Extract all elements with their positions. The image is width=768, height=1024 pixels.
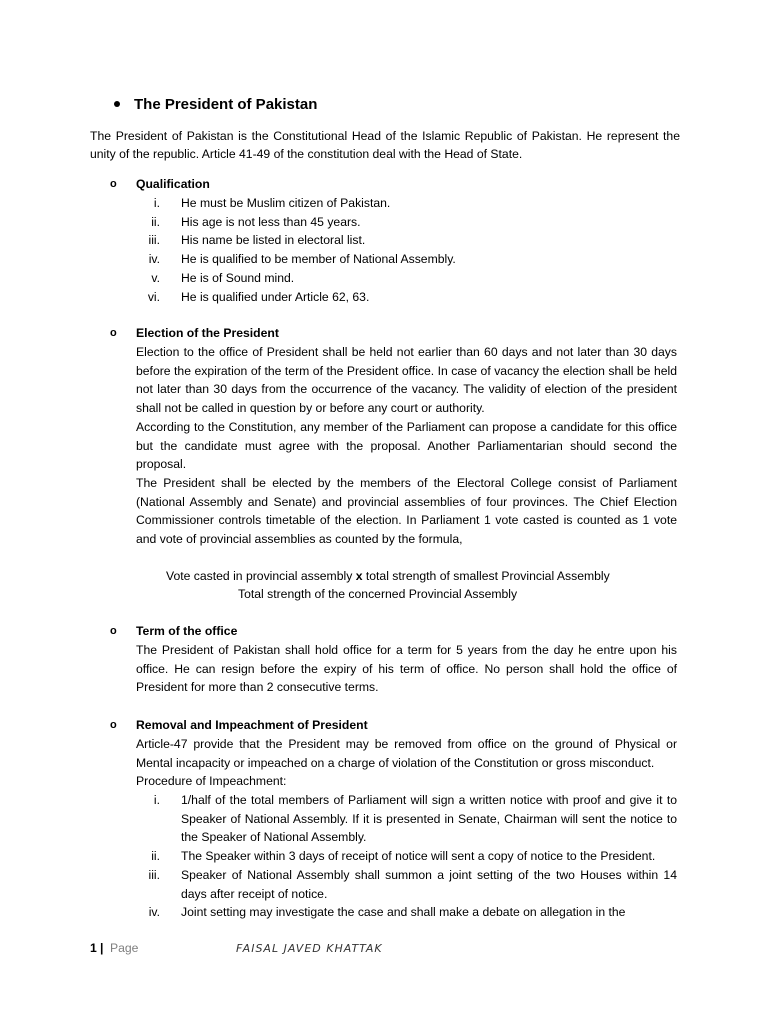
paragraph: The President shall be elected by the members of the Electoral College consist of Parliament (National Assembly and Senate) and provincial assemblies of four provinces. The Chief Election Commissioner controls timetable of the election. In Parliament 1 vote casted is counted as 1 vote and vote of provincial assemblies as counted by the formula, xyxy=(136,475,677,547)
removal-text xyxy=(136,735,677,791)
section-heading-election: Election of the President xyxy=(136,326,279,340)
list-item-number: iv. xyxy=(148,252,160,267)
list-item-text: Joint setting may investigate the case and shall make a debate on allegation in the xyxy=(181,905,626,920)
list-item xyxy=(136,269,677,288)
formula-denominator: Total strength of the concerned Provincial Assembly xyxy=(238,587,518,601)
document-title: The President of Pakistan xyxy=(134,96,318,113)
paragraph: Article-47 provide that the President may be removed from office on the ground of Physical or Mental incapacity or impeached on a charge of violation of the Constitution or gross misconduct. xyxy=(136,737,677,770)
list-item-number: ii. xyxy=(151,849,160,864)
qualification-list xyxy=(136,194,677,306)
list-item-number: i. xyxy=(153,793,160,807)
document-title-row xyxy=(114,94,317,116)
footer-separator: | xyxy=(100,941,104,955)
section-bullet: o xyxy=(110,178,117,190)
section-heading-removal: Removal and Impeachment of President xyxy=(136,718,368,732)
footer-page-number: 1 xyxy=(90,941,97,955)
list-item xyxy=(136,250,677,269)
footer-author: FAISAL JAVED KHATTAK xyxy=(236,942,383,955)
list-item-text: He is qualified to be member of National Assembly. xyxy=(181,252,456,267)
term-text xyxy=(136,641,677,697)
bullet-dot-icon xyxy=(114,101,120,107)
list-item-number: ii. xyxy=(151,214,160,229)
list-item-text: He must be Muslim citizen of Pakistan. xyxy=(181,196,391,210)
list-item xyxy=(136,903,677,922)
list-item-number: i. xyxy=(153,196,160,210)
impeachment-procedure-list xyxy=(136,791,677,922)
formula-numerator-left: Vote casted in provincial assembly xyxy=(166,569,353,583)
section-bullet: o xyxy=(110,719,117,731)
list-item-text: The Speaker within 3 days of receipt of notice will sent a copy of notice to the President. xyxy=(181,849,656,864)
list-item-text: His name be listed in electoral list. xyxy=(181,233,366,248)
list-item xyxy=(136,213,677,232)
list-item-text: He is qualified under Article 62, 63. xyxy=(181,289,370,304)
paragraph: According to the Constitution, any member of the Parliament can propose a candidate for this office but the candidate must agree with the proposal. Another Parliamentarian should second the proposal. xyxy=(136,419,677,472)
list-item xyxy=(136,231,677,250)
formula-numerator xyxy=(166,567,610,585)
list-item xyxy=(136,866,677,903)
paragraph: Election to the office of President shall be held not earlier than 60 days and not later than 30 days before the expiration of the term of the President office. In case of vacancy the election shall be held not later than 30 days from the occurrence of the vacancy. The validity of election of the president shall not be called in question by or before any court or authority. xyxy=(136,345,677,416)
formula-operator: x xyxy=(355,569,363,583)
list-item xyxy=(136,847,677,866)
formula-numerator-right: total strength of smallest Provincial Assembly xyxy=(365,569,610,583)
election-text xyxy=(136,343,677,549)
list-item xyxy=(136,288,677,307)
paragraph: The President of Pakistan shall hold office for a term for 5 years from the day he entre upon his office. He can resign before the expiry of his term of office. No person shall hold the office of President for more than 2 consecutive terms. xyxy=(136,643,677,695)
intro-paragraph: The President of Pakistan is the Constitutional Head of the Islamic Republic of Pakistan. He represent the unity of the republic. Article 41-49 of the constitution deal with the Head of State. xyxy=(90,129,680,161)
list-item-number: v. xyxy=(151,270,160,285)
footer-page-label: Page xyxy=(110,941,139,955)
list-item-text: He is of Sound mind. xyxy=(181,270,295,285)
list-item-number: iii. xyxy=(148,867,160,882)
list-item-text: His age is not less than 45 years. xyxy=(181,214,361,229)
section-bullet: o xyxy=(110,625,117,637)
list-item xyxy=(136,791,677,847)
list-item-text: 1/half of the total members of Parliament will sign a written notice with proof and give it to Speaker of National Assembly. If it is presented in Senate, Chairman will sent the notice to the Speaker of National Assembly. xyxy=(181,793,677,845)
list-item-number: vi. xyxy=(147,289,160,304)
procedure-label: Procedure of Impeachment: xyxy=(136,774,287,789)
list-item xyxy=(136,194,677,213)
list-item-number: iv. xyxy=(148,905,160,920)
section-heading-term: Term of the office xyxy=(136,624,238,638)
list-item-text: Speaker of National Assembly shall summon a joint setting of the two Houses within 14 days after receipt of notice. xyxy=(181,867,677,901)
section-heading-qualification: Qualification xyxy=(136,177,210,191)
section-bullet: o xyxy=(110,327,117,339)
list-item-number: iii. xyxy=(148,233,160,248)
